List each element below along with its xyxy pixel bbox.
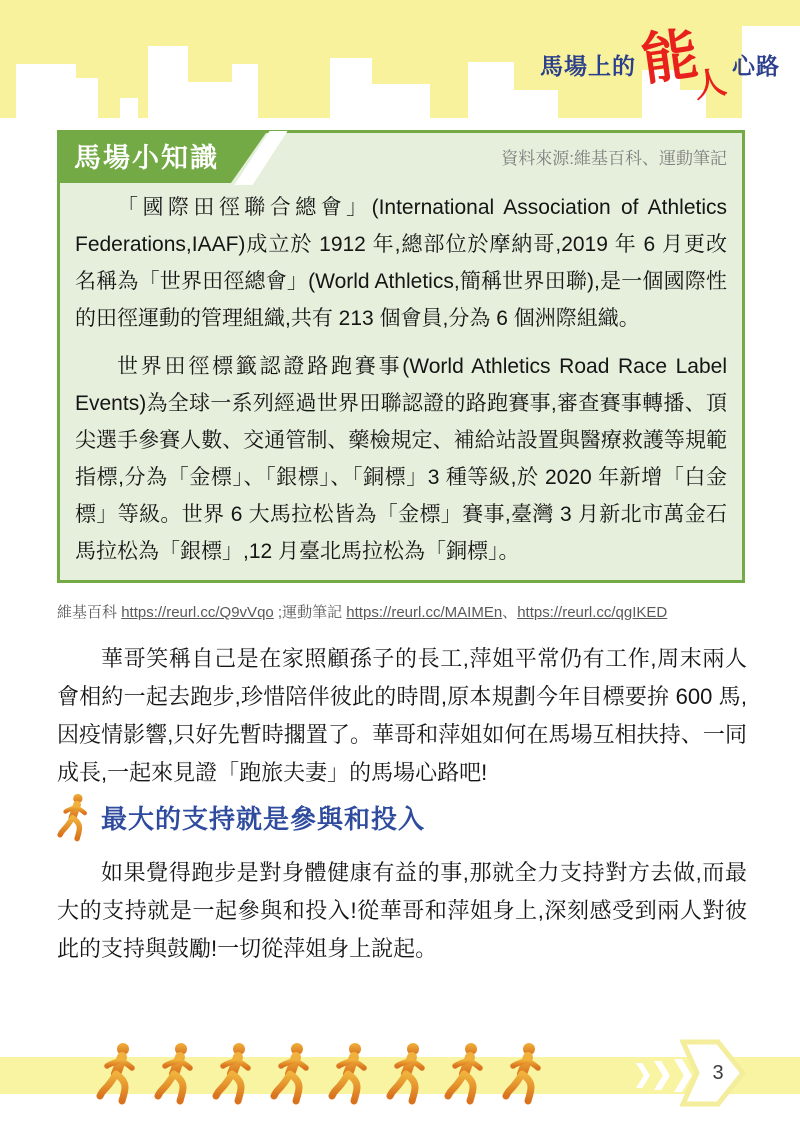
building-silhouette bbox=[372, 84, 430, 118]
knowledge-box-header bbox=[60, 133, 742, 183]
building-silhouette bbox=[232, 64, 258, 118]
chevron-right-icon bbox=[654, 1061, 670, 1090]
knowledge-box-title: 馬場小知識 bbox=[74, 143, 219, 173]
chevron-right-icon bbox=[636, 1063, 650, 1088]
reference-link-1[interactable]: https://reurl.cc/Q9vVqo bbox=[121, 604, 274, 621]
section-heading bbox=[57, 792, 425, 842]
runner-icon bbox=[444, 1036, 488, 1110]
knowledge-paragraph-2: 世界田徑標籤認證路跑賽事(World Athletics Road Race Label Events)為全球一系列經過世界田聯認證的路跑賽事,審查賽事轉播、頂尖選手參賽人數、交通管制、藥檢規定、補給站設置與醫療救護等規範指標,分為「金標」、「銀標」、「銅標」3 種等級,於 2020 年新增「白金標」等級。世界 6 大馬拉松皆為「金標」賽事,臺灣 3 月新北市萬金石馬拉松為「銀標」,12 月臺北馬拉松為「銅標」。 bbox=[75, 355, 727, 563]
masthead-prefix: 馬場上的 bbox=[539, 53, 636, 79]
runner-icon bbox=[57, 792, 91, 842]
knowledge-box-body bbox=[60, 183, 742, 580]
knowledge-paragraph-1: 「國際田徑聯合總會」(International Association of Athletics Federations,IAAF)成立於 1912 年,總部位於摩納哥,2019 年 6 月更改名稱為「世界田徑總會」(World Athletics,簡稱世界田聯),是一個國際性的田徑運動的管理組織,共有 213 個會員,分為 6 個洲際組織。 bbox=[75, 196, 727, 330]
runner-icon bbox=[328, 1036, 372, 1110]
runner-icon bbox=[386, 1036, 430, 1110]
reference-label-sportsnote: 運動筆記 bbox=[282, 604, 343, 621]
section-heading-text: 最大的支持就是參與和投入 bbox=[101, 803, 426, 834]
knowledge-box-source: 資料來源:維基百科、運動筆記 bbox=[501, 149, 727, 168]
masthead-logo-main: 能 bbox=[637, 23, 703, 93]
building-silhouette bbox=[120, 98, 138, 118]
runner-icon bbox=[270, 1036, 314, 1110]
masthead bbox=[539, 23, 780, 105]
building-silhouette bbox=[16, 64, 76, 118]
page-number: 3 bbox=[712, 1062, 724, 1084]
reference-link-3[interactable]: https://reurl.cc/qgIKED bbox=[517, 604, 668, 621]
article-paragraph-2: 如果覺得跑步是對身體健康有益的事,那就全力支持對方去做,而最大的支持就是一起參與和投入!從華哥和萍姐身上,深刻感受到兩人對彼此的支持與鼓勵!一切從萍姐身上說起。 bbox=[57, 860, 747, 961]
masthead-suffix: 心路 bbox=[732, 53, 780, 79]
building-silhouette bbox=[76, 78, 98, 118]
runner-icon bbox=[154, 1036, 198, 1110]
runner-icon bbox=[502, 1036, 546, 1110]
knowledge-box bbox=[57, 130, 745, 583]
article-paragraph-1: 華哥笑稱自己是在家照顧孫子的長工,萍姐平常仍有工作,周末兩人會相約一起去跑步,珍惜陪伴彼此的時間,原本規劃今年目標要拚 600 馬,因疫情影響,只好先暫時擱置了。華哥和萍姐如何在馬場互相扶持、一同成長,一起來見證「跑旅夫妻」的馬場心路吧! bbox=[57, 646, 747, 785]
reference-label-wiki: 維基百科 bbox=[57, 604, 118, 621]
reference-links bbox=[57, 601, 747, 622]
runner-silhouettes bbox=[96, 1036, 546, 1110]
masthead-logo-sub: 人 bbox=[691, 63, 729, 105]
reference-separator-1: ; bbox=[273, 604, 283, 621]
reference-link-2[interactable]: https://reurl.cc/MAIMEn bbox=[346, 604, 503, 621]
runner-icon bbox=[212, 1036, 256, 1110]
building-silhouette bbox=[148, 46, 188, 118]
building-silhouette bbox=[468, 62, 514, 118]
building-silhouette bbox=[330, 58, 372, 118]
runner-icon bbox=[96, 1036, 140, 1110]
reference-separator-2: 、 bbox=[502, 604, 518, 621]
building-silhouette bbox=[188, 82, 232, 118]
page-number-arrow bbox=[680, 1038, 746, 1108]
